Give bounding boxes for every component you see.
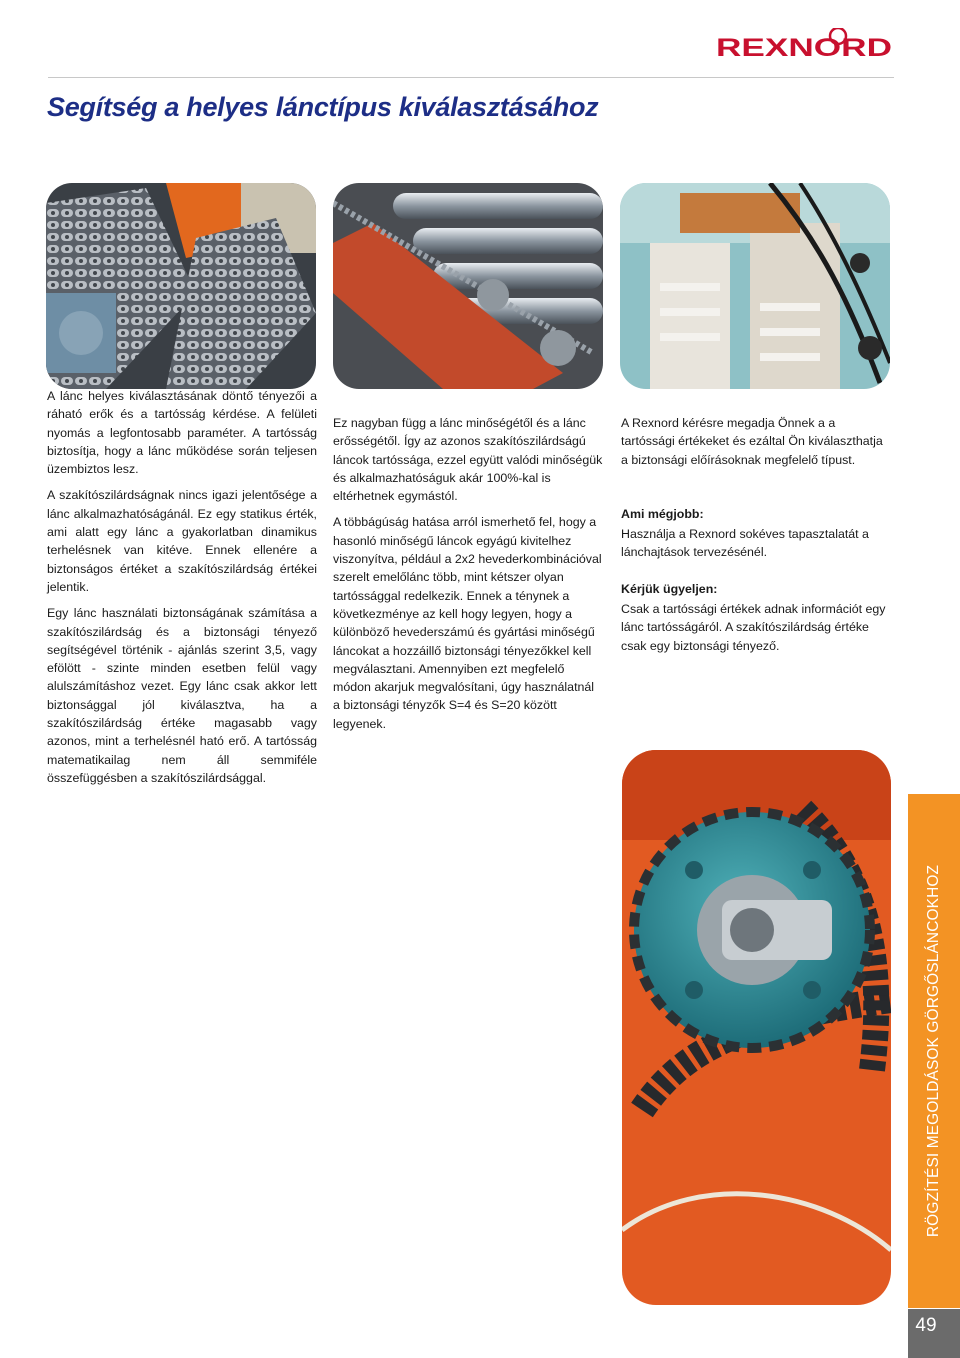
text-column-right xyxy=(621,414,891,663)
note-text: Csak a tartóssági értékek adnak információt egy lánc tartósságáról. A szakítószilárdság értéke csak egy biztonsági tényező. xyxy=(621,602,886,653)
paragraph: Egy lánc használati biztonságának számítása a szakítószilárdság és a biztonsági tényező segítségével történik - ajánlás szerint 3,5, vagy efölött - szinte minden esetben felül vagy alulszámításhoz vezet. Egy lánc csak akkor lett biztonsággal jól kiválasztva, ha a szakítószilárdság értéke magasabb vagy azonos, mint a terhelésnél ható erő. A tartósság matematikailag nem áll semmiféle összefüggésben a szakítószilárdsággal. xyxy=(47,606,317,785)
header-rule xyxy=(48,77,894,78)
conveyor-chain-sprockets-photo xyxy=(333,183,603,389)
machine-with-chain-drives-photo xyxy=(620,183,890,389)
note-heading: Kérjük ügyeljen: xyxy=(621,581,718,596)
paragraph: A szakítószilárdságnak nincs igazi jelentősége a lánc alkalmazhatóságánál. Ez egy statikus érték, ami alatt egy lánc a gyakorlatban dinamikus terhelésnek van kitéve. Ennek ellenére a biztonságos értéket a szakítószilárdság értékei jelentik. xyxy=(47,488,317,594)
sprocket-with-duplex-chain-photo xyxy=(622,750,891,1305)
paragraph: A lánc helyes kiválasztásának döntő tényezői a ráható erők és a tartósság kérdése. A felületi nyomás a legfontosabb paraméter. A tartósság biztosítja, hogy a lánc működése során teljesen üzembiztos lesz. xyxy=(47,389,317,477)
text-column-middle xyxy=(333,414,603,741)
intro-paragraph: A Rexnord kérésre megadja Önnek a a tartóssági értékeket és ezáltal Ön kiválaszthatja a biztonsági előírásoknak megfelelő típust. xyxy=(621,416,883,467)
tip-heading: Ami mégjobb: xyxy=(621,506,704,521)
text-column-left xyxy=(47,387,317,795)
page-number: 49 xyxy=(915,1315,937,1336)
rexnord-logo xyxy=(716,28,894,64)
logo-wordmark: REXNORD xyxy=(716,34,892,62)
double-row-roller-chains-photo xyxy=(46,183,316,389)
paragraph: A többágúság hatása arról ismerhető fel, hogy a hasonló minőségű láncok egyágú kivitelhez viszonyítva, például a 2x2 hevederkombinációval szerelt emelőlánc több, mint kétszer olyan tartóssággal redelkezik. Ennek a ténynek a következménye az kell hogy legyen, hogy a különböző hevederszámú és gyártási minőségű láncokat a hozzáillő biztonsági tényezőkkel kell megválasztani. Amennyiben ezt megfelelő módon akarjuk megvalósítani, úgy használatnál a biztonsági tényzők S=4 és S=20 között legyenek. xyxy=(333,515,602,731)
tip-text: Használja a Rexnord sokéves tapasztalatát a lánchajtások tervezésénél. xyxy=(621,527,869,560)
paragraph: Ez nagyban függ a lánc minőségétől és a lánc erősségétől. Így az azonos szakítószilárdságú láncok tartóssága, ezzel együtt valódi minőségük és alkalmazhatóságuk akár 100%-kal is eltérhetnek egymástól. xyxy=(333,416,603,504)
section-tab-label: RÖGZÍTÉSI MEGOLDÁSOK GÖRGŐSLÁNCOKHOZ xyxy=(925,864,942,1238)
page-title: Segítség a helyes lánctípus kiválasztásához xyxy=(47,92,599,122)
